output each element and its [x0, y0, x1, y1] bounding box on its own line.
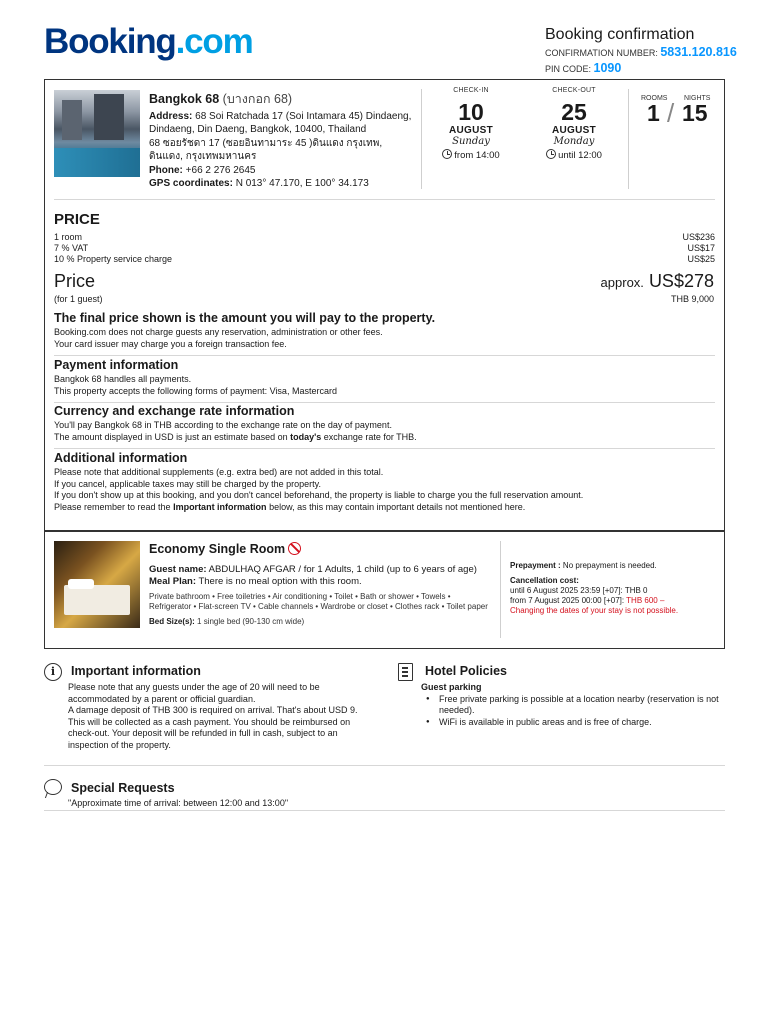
rooms-count: 1 — [647, 100, 660, 126]
currency-heading: Currency and exchange rate information — [54, 404, 295, 418]
hotel-details — [149, 110, 417, 190]
price-line — [54, 243, 715, 254]
date-change-notice: Changing the dates of your stay is not possible. — [510, 606, 679, 615]
pin-code-row — [545, 61, 737, 77]
room-photo — [54, 541, 140, 628]
hotel-photo — [54, 90, 140, 177]
important-info-paragraph: Please note that any guests under the age of 20 will need to be accommodated by a parent or official guardian. — [68, 682, 320, 704]
hotel-address-local: 68 ซอยรัชดา 17 (ซอยอินทามาระ 45 )ดินแดง กรุงเทพ, ดินแดง, กรุงเทพมหานคร — [149, 137, 383, 163]
check-in-month: AUGUST — [448, 125, 494, 136]
document-icon — [398, 663, 413, 681]
payment-heading: Payment information — [54, 358, 179, 372]
clock-icon — [546, 149, 556, 159]
check-out-month: AUGUST — [551, 125, 597, 136]
check-out-block — [533, 87, 615, 161]
nights-caption: NIGHTS — [684, 95, 711, 102]
prepayment-text: No prepayment is needed. — [562, 561, 657, 570]
check-out-day: 25 — [561, 99, 587, 125]
hotel-policies-body — [421, 682, 721, 728]
price-line-label: 1 room — [54, 232, 83, 242]
additional-line: If you don't show up at this booking, and you don't cancel beforehand, the property is liable to charge you the full reservation amount. — [54, 490, 584, 500]
special-requests-heading: Special Requests — [71, 781, 175, 795]
confirmation-number: 5831.120.816 — [660, 45, 737, 59]
hotel-phone — [149, 164, 417, 177]
divider — [54, 355, 715, 356]
nights-count: 15 — [682, 100, 708, 126]
payment-line: Bangkok 68 handles all payments. — [54, 374, 192, 384]
guest-name-label: Guest name: — [149, 564, 207, 575]
price-guests: (for 1 guest) — [54, 294, 103, 304]
price-line — [54, 254, 715, 265]
divider — [421, 89, 422, 189]
gps-label: GPS coordinates: — [149, 178, 233, 190]
check-out-weekday: Monday — [553, 136, 595, 147]
gps-coordinates: N 013° 47.170, E 100° 34.173 — [235, 178, 369, 190]
rooms-nights-separator — [667, 98, 674, 129]
guest-name-row — [149, 564, 489, 576]
confirmation-block — [545, 25, 737, 77]
guest-name: ABDULHAQ AFGAR / for 1 Adults, 1 child (up to 6 years of age) — [208, 564, 477, 575]
important-info-heading: Important information — [71, 664, 201, 678]
meal-plan-row — [149, 576, 489, 588]
policies-list — [421, 694, 721, 729]
price-line-value: US$25 — [687, 254, 715, 264]
price-line-value: US$236 — [682, 232, 715, 242]
confirmation-number-label: CONFIRMATION NUMBER: — [545, 48, 658, 58]
phone-number: +66 2 276 2645 — [185, 164, 256, 176]
bed-size-row — [149, 617, 489, 627]
check-in-time — [430, 149, 512, 161]
check-out-label: CHECK-OUT — [552, 87, 596, 94]
confirmation-number-row — [545, 45, 737, 61]
currency-line: You'll pay Bangkok 68 in THB according to the exchange rate on the day of payment. — [54, 420, 392, 430]
divider — [54, 402, 715, 403]
divider — [44, 765, 725, 766]
check-in-label: CHECK-IN — [453, 87, 489, 94]
check-in-time-text: from 14:00 — [454, 150, 500, 161]
approx-label: approx. — [600, 275, 644, 290]
list-item: ● WiFi is available in public areas and is free of charge. — [421, 717, 721, 729]
rooms-caption: ROOMS — [641, 95, 668, 102]
pin-code-label: PIN CODE: — [545, 64, 592, 74]
important-info-paragraph: A damage deposit of THB 300 is required on arrival. That's about USD 9. This will be collected as a cash payment. You should be reimbursed on check-out. Your deposit will be refunded in full in cash, subject to an inspection of the property. — [68, 705, 358, 750]
cancellation-line — [510, 596, 715, 606]
bed-size-label: Bed Size(s): — [149, 617, 195, 626]
divider — [54, 448, 715, 449]
payment-section — [54, 358, 715, 397]
hotel-name-local: (บางกอก 68) — [222, 92, 293, 106]
cancellation-label — [510, 576, 715, 586]
divider — [44, 810, 725, 811]
clock-icon — [442, 149, 452, 159]
divider — [500, 541, 501, 638]
bed-size: 1 single bed (90-130 cm wide) — [197, 617, 305, 626]
hotel-gps — [149, 177, 417, 190]
price-line-label: 7 % VAT — [54, 243, 89, 253]
currency-line — [54, 432, 715, 444]
room-policy — [510, 561, 715, 616]
cancellation-fee: THB 600 – — [626, 596, 665, 605]
address-label: Address: — [149, 111, 193, 122]
check-out-time — [533, 149, 615, 161]
additional-heading: Additional information — [54, 451, 188, 465]
cancellation-label-text: Cancellation cost: — [510, 576, 579, 585]
final-price-heading: The final price shown is the amount you will pay to the property. — [54, 311, 436, 325]
additional-text: below, as this may contain important details not mentioned here. — [266, 501, 526, 512]
policies-subheading: Guest parking — [421, 682, 482, 692]
important-info-reference: Important information — [173, 501, 267, 512]
final-price-line: Booking.com does not charge guests any reservation, administration or other fees. — [54, 327, 383, 337]
list-item: ● Free private parking is possible at a location nearby (reservation is not needed). — [421, 694, 721, 717]
check-in-weekday: Sunday — [452, 136, 490, 147]
price-total-thb: THB 9,000 — [670, 294, 714, 304]
price-heading: PRICE — [54, 211, 100, 228]
special-requests-text: "Approximate time of arrival: between 12:00 and 13:00" — [68, 798, 289, 808]
address-text: 68 Soi Ratchada 17 (Soi Intamara 45) Dindaeng, Dindaeng, Din Daeng, Bangkok, 10400, Thailand — [149, 111, 412, 136]
speech-bubble-icon — [44, 779, 62, 795]
booking-logo — [44, 22, 252, 62]
additional-text: Please remember to read the — [54, 501, 174, 512]
hotel-name-text: Bangkok 68 — [149, 92, 220, 106]
currency-text: exchange rate for THB. — [321, 431, 417, 442]
additional-line: If you cancel, applicable taxes may still be charged by the property. — [54, 478, 321, 489]
price-total — [601, 271, 714, 292]
additional-line — [54, 502, 715, 514]
check-out-time-text: until 12:00 — [558, 150, 602, 161]
cancellation-line: until 6 August 2025 23:59 [+07]: THB 0 — [510, 586, 648, 595]
divider — [54, 199, 715, 200]
final-price-line: Your card issuer may charge you a foreign transaction fee. — [54, 338, 287, 349]
room-details — [149, 564, 489, 627]
final-price-section — [54, 311, 715, 350]
price-breakdown — [54, 232, 715, 265]
additional-line: Please note that additional supplements (e.g. extra bed) are not added in this total. — [54, 467, 384, 477]
price-total-label: Price — [54, 271, 96, 291]
check-in-day: 10 — [458, 99, 484, 125]
additional-section — [54, 451, 715, 513]
room-facilities: Private bathroom • Free toiletries • Air conditioning • Toilet • Bath or shower • Towels • Refrigerator • Flat-screen TV • Cable channels • Wardrobe or closet • Clothes rack • Toilet paper — [149, 592, 488, 611]
prepayment-label: Prepayment : — [510, 561, 561, 570]
pin-code: 1090 — [593, 61, 622, 75]
logo-text-domain: .com — [175, 22, 253, 61]
meal-plan-label: Meal Plan: — [149, 575, 196, 587]
price-line-label: 10 % Property service charge — [54, 254, 173, 264]
confirmation-title: Booking confirmation — [545, 26, 695, 43]
slash: / — [667, 98, 675, 128]
meal-plan: There is no meal option with this room. — [198, 575, 362, 587]
prepayment-row — [510, 561, 715, 571]
hotel-address — [149, 110, 417, 137]
cancellation-text: from 7 August 2025 00:00 [+07]: — [510, 596, 627, 605]
hotel-name — [149, 89, 292, 109]
info-icon: i — [44, 663, 62, 681]
currency-emphasis: today's — [290, 431, 322, 442]
check-in-block — [430, 87, 512, 161]
logo-text-main: Booking — [44, 22, 176, 61]
room-title-text: Economy Single Room — [149, 542, 286, 556]
price-line-value: US$17 — [687, 243, 715, 253]
room-title — [149, 542, 301, 556]
phone-label: Phone: — [149, 164, 183, 176]
no-smoking-icon — [288, 542, 301, 555]
currency-section — [54, 404, 715, 443]
price-total-usd: US$278 — [648, 271, 714, 291]
hotel-policies-heading: Hotel Policies — [425, 664, 507, 678]
divider — [628, 89, 629, 189]
price-line — [54, 232, 715, 243]
important-info-body — [68, 682, 368, 751]
currency-text: The amount displayed in USD is just an estimate based on — [54, 431, 291, 442]
payment-line: This property accepts the following forms of payment: Visa, Mastercard — [54, 385, 337, 396]
